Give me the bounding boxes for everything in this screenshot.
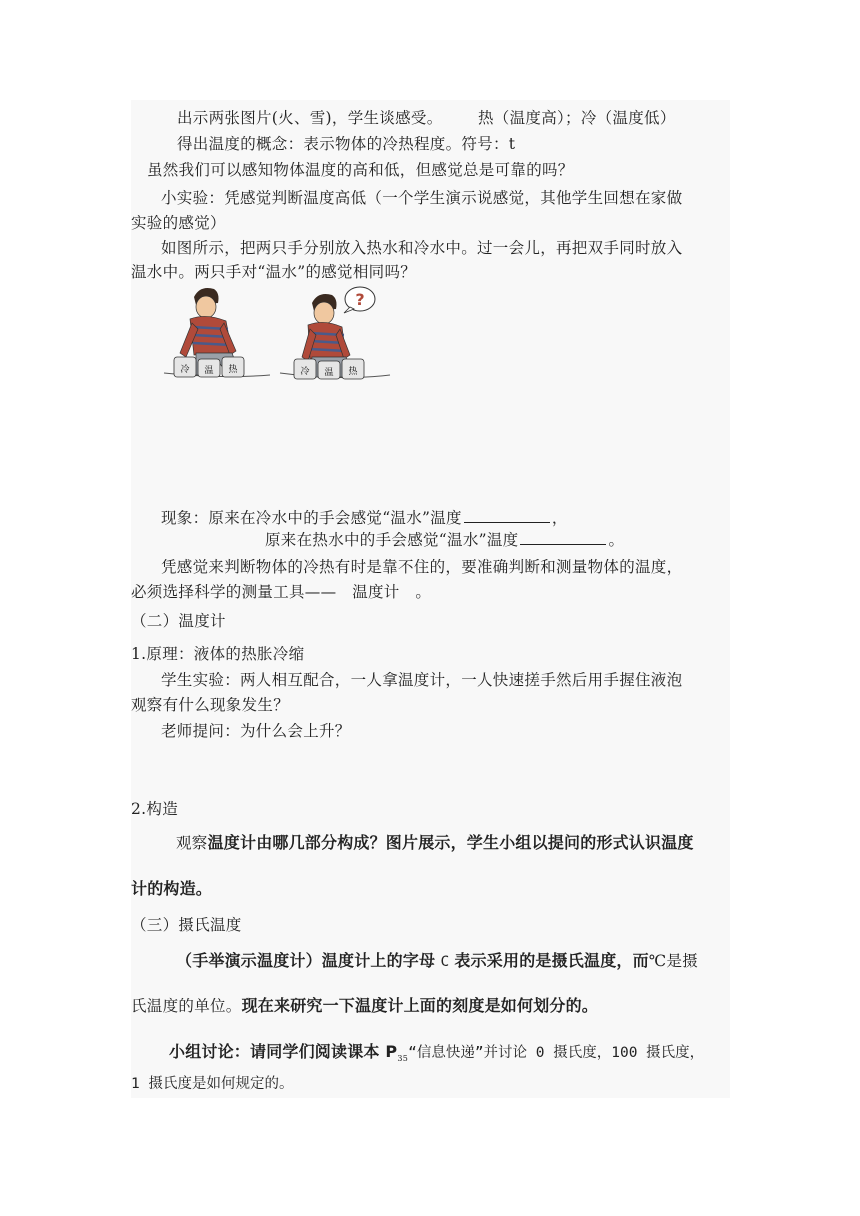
text-line-observe-structure-cont [131,879,212,899]
text-line-celsius-unit [131,996,598,1016]
text-line-figure-question [131,262,416,282]
text-line-question-reliable [147,160,574,180]
text-line-student-experiment-cont [131,695,289,715]
text-segment: 现象：原来在冷水中的手会感觉“温水”温度 [161,509,462,527]
pot-label-warm: 温 [204,366,214,376]
text-segment: 计的构造。 [131,879,213,898]
text-line-measurement-tool [131,582,431,602]
text-segment: “信息快递”并讨论 0 摄氏度，100 摄氏度， [408,1045,705,1061]
text-segment: 2.构造 [131,800,178,818]
text-segment: 出示两张图片(火、雪)，学生谈感受。 [177,109,443,127]
text-segment: C [440,954,450,970]
text-segment: 原来在热水中的手会感觉“温水”温度 [265,531,519,549]
text-line-unreliable-feeling [161,557,682,577]
text-line-structure-heading [131,799,178,819]
text-line-teacher-question [161,721,351,741]
text-segment: 虽然我们可以感知物体温度的高和低，但感觉总是可靠的吗？ [147,161,574,179]
text-line-observe-structure [176,833,694,853]
text-line-principle [131,644,304,664]
text-segment: 学生实验：两人相互配合，一人拿温度计，一人快速搓手然后用手握住液泡 [161,671,683,689]
text-segment: 。 [608,531,625,549]
text-line-phenomenon-hot-hand [265,530,624,550]
text-line-small-experiment-cont [131,213,226,233]
text-segment: 老师提问：为什么会上升？ [161,722,351,740]
text-segment: 得出温度的概念：表示物体的冷热程度。符号：t [177,135,516,153]
water-pots-right [294,359,364,379]
text-line-student-experiment [161,670,682,690]
pot-label-warm: 温 [324,368,334,378]
section-heading-thermometer [131,611,226,631]
text-line-group-discussion-cont [131,1073,293,1094]
text-segment: 温度计由哪几部分构成？图片展示，学生小组以提问的形式认识温度 [207,833,694,852]
text-segment: （三）摄氏温度 [131,916,242,934]
hands-in-water-illustration [160,283,392,388]
text-line-intro-pictures [177,108,443,128]
text-segment: ， [551,509,568,527]
text-segment: 如图所示，把两只手分别放入热水和冷水中。过一会儿，再把双手同时放入 [161,239,683,257]
text-line-phenomenon-cold-hand [161,508,568,528]
text-line-hot-cold [478,108,676,128]
text-segment: 观察有什么现象发生？ [131,696,290,714]
text-segment: 表示采用的是摄氏温度，而 [454,951,649,970]
fill-in-blank [520,530,606,545]
question-mark: ? [355,290,365,309]
text-line-group-discussion [169,1042,704,1069]
text-segment: 1.原理：液体的热胀冷缩 [131,645,305,663]
text-line-celsius-letter [176,951,698,972]
pot-label-cold: 冷 [180,365,190,375]
text-segment: （二）温度计 [131,612,226,630]
text-segment: 热（温度高）；冷（温度低） [478,109,676,127]
text-segment: 观察 [176,834,208,852]
text-segment: 必须选择科学的测量工具—— 温度计 。 [131,583,432,601]
text-segment: 实验的感觉） [131,214,226,232]
text-segment: 凭感觉来判断物体的冷热有时是靠不住的，要准确判断和测量物体的温度， [161,558,683,576]
text-line-temperature-concept [177,134,515,154]
section-heading-celsius [131,915,242,935]
text-segment: 氏温度的单位。 [131,997,242,1015]
text-line-small-experiment [161,188,682,208]
fill-in-blank [464,508,550,523]
text-segment: 现在来研究一下温度计上面的刻度是如何划分的。 [241,996,599,1015]
pot-label-cold: 冷 [300,367,310,377]
text-segment: 温水中。两只手对“温水”的感觉相同吗？ [131,263,417,281]
water-pots-left [174,357,244,377]
pot-label-hot: 热 [228,365,238,375]
text-segment: （手举演示温度计）温度计上的字母 [176,951,436,970]
text-segment: ℃是摄 [648,952,699,970]
text-line-figure-description [161,238,682,258]
text-segment: 小组讨论：请同学们阅读课本 P [169,1042,398,1061]
page-subscript: 35 [397,1054,409,1064]
text-segment: 小实验：凭感觉判断温度高低（一个学生演示说感觉，其他学生回想在家做 [161,189,683,207]
text-segment: 1 摄氏度是如何规定的。 [131,1076,294,1092]
pot-label-hot: 热 [348,367,358,377]
